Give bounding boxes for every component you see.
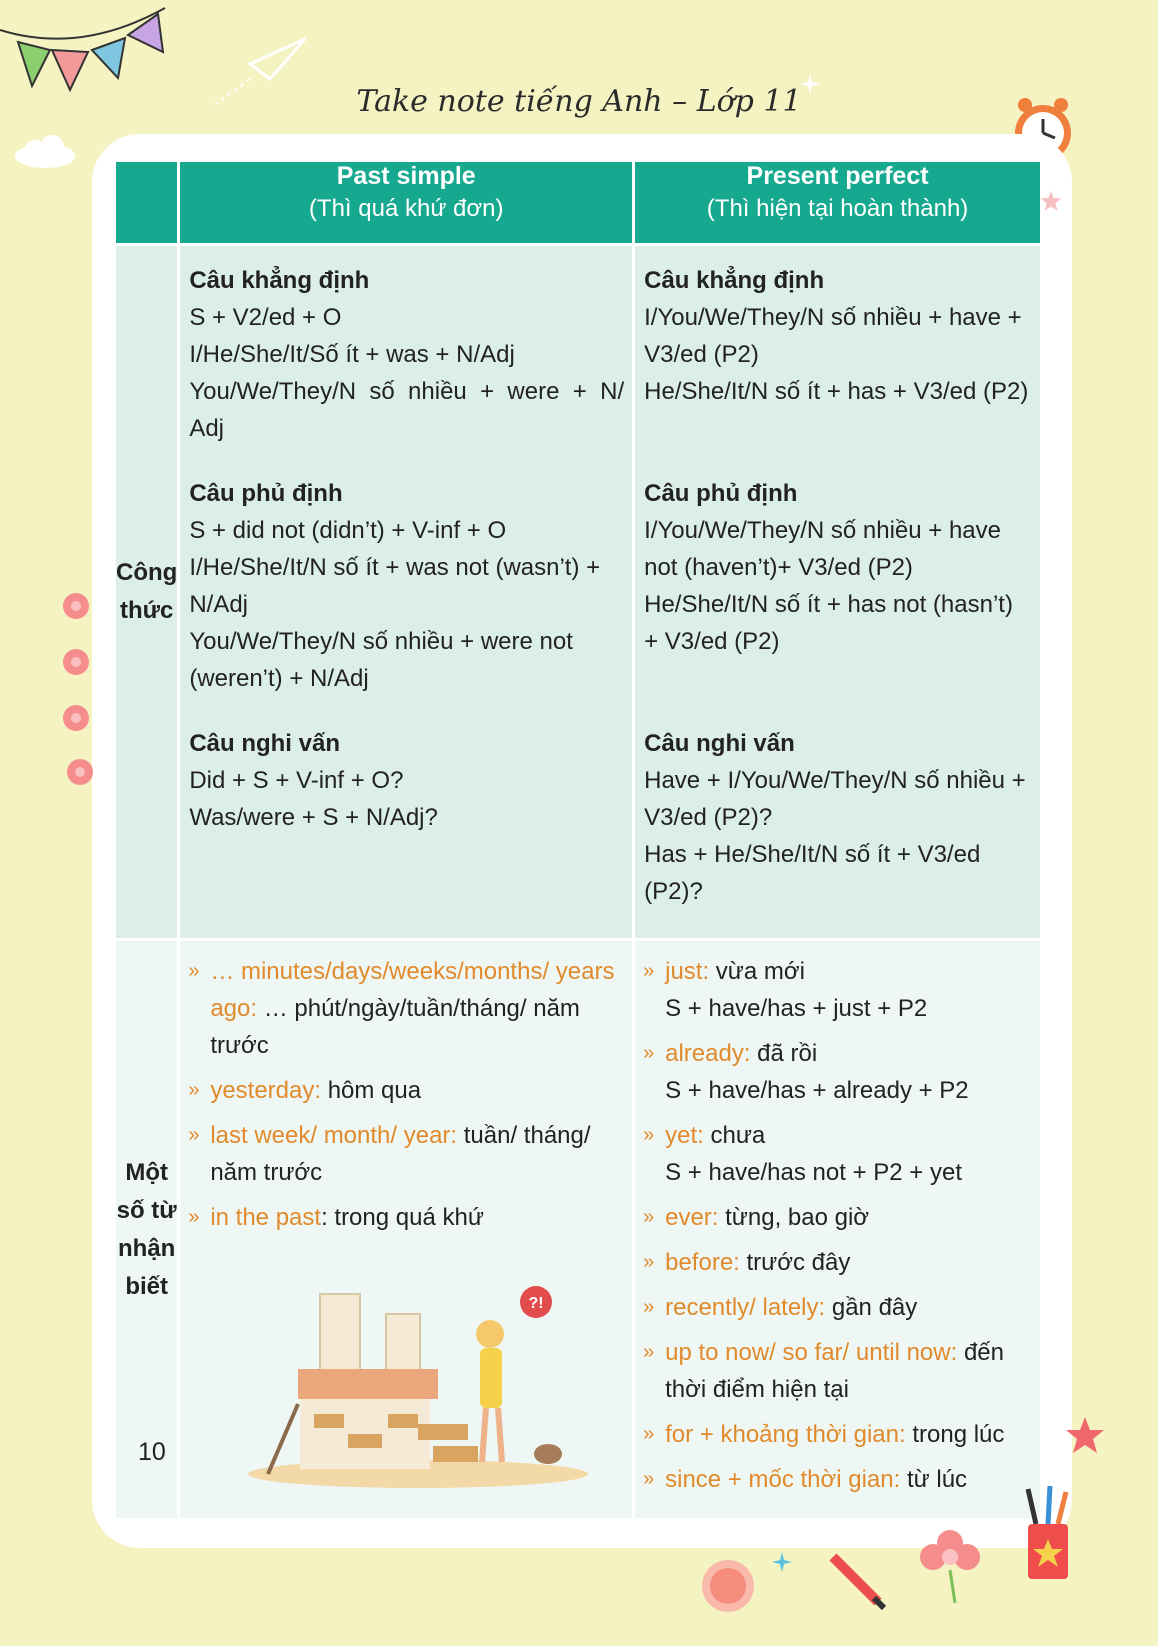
formula-line: I/He/She/It/N số ít + was not (wasn’t) + N/Adj (189, 554, 601, 618)
past-simple-signs (179, 940, 634, 1519)
sign-meaning: vừa mới (709, 958, 805, 985)
section-title: Câu phủ định (644, 480, 798, 507)
bullet-icon: » (643, 960, 655, 982)
sign-meaning: hôm qua (321, 1077, 422, 1104)
sign-keyword: ever: (665, 1204, 719, 1231)
bullet-icon: » (188, 1124, 200, 1146)
sign-item (643, 1416, 1032, 1453)
past-simple-header (179, 162, 634, 245)
section-title: Câu nghi vấn (644, 730, 795, 757)
sign-meaning: trong lúc (905, 1421, 1005, 1448)
bullet-icon: » (188, 1206, 200, 1228)
sign-item (643, 953, 1032, 1027)
question-section (189, 725, 624, 836)
sign-meaning: gần đây (825, 1294, 918, 1321)
sign-keyword: before: (665, 1249, 740, 1276)
formula-line: Was/were + S + N/Adj? (189, 804, 438, 831)
formula-line: I/You/We/They/N số nhiều + have not (haven’t)+ V3/ed (P2) (644, 517, 1002, 581)
section-title: Câu phủ định (189, 480, 343, 507)
column-title: Past simple (336, 162, 476, 190)
formula-line: I/He/She/It/Số ít + was + N/Adj (189, 341, 515, 368)
formula-line: I/You/We/They/N số nhiều + have + V3/ed (P2) (644, 304, 1022, 368)
sign-meaning: tuần/ tháng/ năm trước (210, 1122, 591, 1186)
negative-section (644, 475, 1032, 660)
past-simple-formulas (179, 245, 634, 940)
formula-line: You/We/They/N số nhiều + were not (weren’t) + N/Adj (189, 628, 573, 692)
formula-line: S + did not (didn’t) + V-inf + O (189, 517, 507, 544)
sign-meaning: đến thời điểm hiện tại (665, 1339, 1004, 1403)
sign-keyword: yesterday: (210, 1077, 322, 1104)
formula-row-label: Công thức (116, 245, 179, 940)
sign-keyword: already: (665, 1040, 751, 1067)
formula-line: Did + S + V-inf + O? (189, 767, 404, 794)
bullet-icon: » (643, 1468, 655, 1490)
sign-item (643, 1334, 1032, 1408)
star-icon (1065, 1415, 1105, 1455)
negative-section (189, 475, 624, 697)
sign-item (643, 1035, 1032, 1109)
sparkle-icon (772, 1552, 792, 1572)
bullet-icon: » (643, 1042, 655, 1064)
signs-row-label: Một số từ nhận biết (116, 940, 179, 1519)
section-title: Câu nghi vấn (189, 730, 340, 757)
flower-icon (60, 702, 92, 734)
page-number: 10 (138, 1438, 166, 1466)
sign-meaning: trước đây (739, 1249, 851, 1276)
sign-item (643, 1244, 1032, 1281)
signs-row (116, 940, 1040, 1519)
column-subtitle: (Thì quá khứ đơn) (308, 195, 504, 222)
sign-item (188, 1072, 624, 1109)
sign-item (643, 1199, 1032, 1236)
column-title: Present perfect (746, 162, 929, 190)
pencil-cup-icon (1018, 1484, 1078, 1584)
present-perfect-formulas (634, 245, 1040, 940)
sign-formula: S + have/has + already + P2 (665, 1077, 969, 1104)
sign-meaning: chưa (703, 1122, 766, 1149)
bullet-icon: » (188, 960, 200, 982)
sign-item (188, 1117, 624, 1191)
bullet-icon: » (643, 1206, 655, 1228)
sign-meaning: từng, bao giờ (718, 1204, 870, 1231)
bullet-icon: » (188, 1079, 200, 1101)
sign-formula: S + have/has not + P2 + yet (665, 1159, 962, 1186)
formula-line: Have + I/You/We/They/N số nhiều + V3/ed (P2)? (644, 767, 1026, 831)
star-icon (1040, 190, 1062, 212)
sign-item (643, 1461, 1032, 1498)
flower-icon (60, 646, 92, 678)
sign-item (643, 1289, 1032, 1326)
sign-keyword: last week/ month/ year: (210, 1122, 458, 1149)
sign-keyword: for + khoảng thời gian: (665, 1421, 906, 1448)
bullet-icon: » (643, 1423, 655, 1445)
column-subtitle: (Thì hiện tại hoàn thành) (706, 195, 969, 222)
formula-line: S + V2/ed + O (189, 304, 342, 331)
bunting-flags-decoration (0, 0, 175, 95)
formula-line: Has + He/She/It/N số ít + V3/ed (P2)? (644, 841, 981, 905)
sign-formula: S + have/has + just + P2 (665, 995, 928, 1022)
sign-item (188, 953, 624, 1064)
flower-icon (915, 1525, 985, 1605)
present-perfect-header (634, 162, 1040, 245)
flower-icon (64, 756, 96, 788)
formula-row (116, 245, 1040, 940)
bullet-icon: » (643, 1296, 655, 1318)
tense-comparison-table (116, 162, 1040, 1518)
archaeologist-ruins-illustration (228, 1274, 588, 1494)
bullet-icon: » (643, 1341, 655, 1363)
sign-keyword: in the past (210, 1204, 322, 1231)
affirmative-section (189, 262, 624, 447)
flower-icon (60, 590, 92, 622)
sun-flower-icon (700, 1558, 756, 1614)
formula-line: You/We/They/N số nhiều + were + N/ Adj (189, 378, 625, 442)
cloud-icon (10, 132, 80, 172)
affirmative-section (644, 262, 1032, 410)
sign-keyword: up to now/ so far/ until now: (665, 1339, 958, 1366)
sign-keyword: yet: (665, 1122, 704, 1149)
sign-keyword: … minutes/days/weeks/months/ years ago: (210, 958, 615, 1022)
header-empty-cell (116, 162, 179, 245)
bullet-icon: » (643, 1124, 655, 1146)
sign-item (188, 1199, 624, 1236)
sign-meaning: … phút/ngày/tuần/tháng/ năm trước (210, 995, 580, 1059)
section-title: Câu khẳng định (189, 267, 370, 294)
sign-keyword: just: (665, 958, 710, 985)
bullet-icon: » (643, 1251, 655, 1273)
page-header-title: Take note tiếng Anh – Lớp 11 (356, 84, 802, 119)
sign-meaning: đã rồi (750, 1040, 818, 1067)
question-section (644, 725, 1032, 910)
section-title: Câu khẳng định (644, 267, 825, 294)
pencil-icon (828, 1552, 888, 1612)
speech-bubble-text: ?! (528, 1295, 544, 1312)
sign-meaning: từ lúc (900, 1466, 968, 1493)
sign-item (643, 1117, 1032, 1191)
sign-meaning: : trong quá khứ (321, 1204, 484, 1231)
formula-line: He/She/It/N số ít + has + V3/ed (P2) (644, 378, 1029, 405)
sign-keyword: recently/ lately: (665, 1294, 826, 1321)
present-perfect-signs (634, 940, 1040, 1519)
table-header-row (116, 162, 1040, 245)
formula-line: He/She/It/N số ít + has not (hasn’t) + V3/ed (P2) (644, 591, 1013, 655)
sign-keyword: since + mốc thời gian: (665, 1466, 901, 1493)
